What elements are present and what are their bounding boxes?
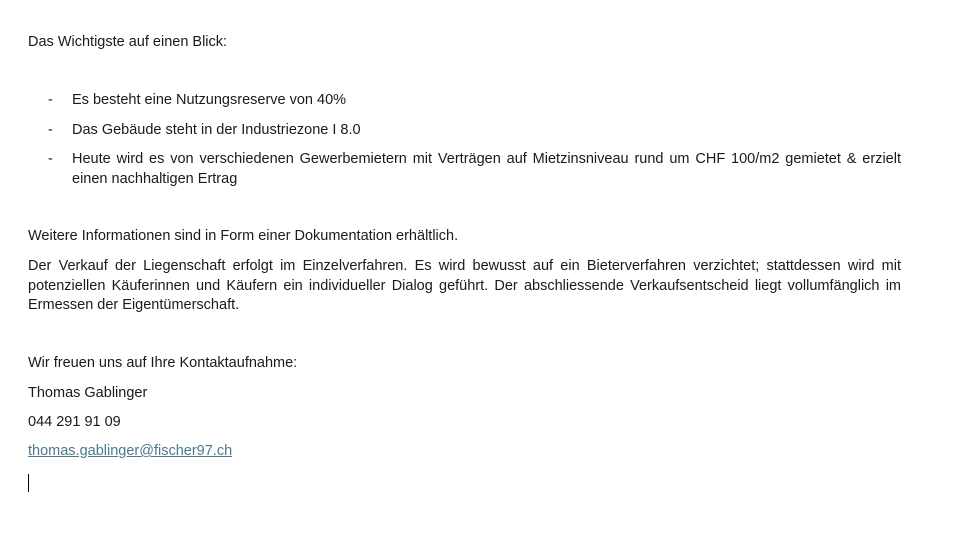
- text-cursor: [28, 474, 29, 492]
- sale-paragraph: Der Verkauf der Liegenschaft erfolgt im Einzelverfahren. Es wird bewusst auf ein Bieterverfahren verzichtet; stattdessen wird mit potenziellen Käuferinnen und Käufern ein individueller Dialog geführt. Der abschliessende Verkaufsentscheid liegt vollumfänglich im Ermessen der Eigentümerschaft.: [28, 258, 901, 313]
- contact-name: Thomas Gablinger: [28, 385, 148, 401]
- info-paragraph: Weitere Informationen sind in Form einer Dokumentation erhältlich.: [28, 228, 459, 244]
- contact-intro: Wir freuen uns auf Ihre Kontaktaufnahme:: [28, 355, 298, 371]
- list-item: [28, 121, 901, 141]
- bullet-dash: -: [48, 92, 53, 108]
- bullet-text: Heute wird es von verschiedenen Gewerbemietern mit Verträgen auf Mietzinsniveau rund um CHF 100/m2 gemietet & erzielt einen nachhaltigen Ertrag: [72, 151, 901, 187]
- bullet-text: Es besteht eine Nutzungsreserve von 40%: [72, 92, 347, 108]
- highlights-list: [28, 91, 901, 199]
- intro-heading: Das Wichtigste auf einen Blick:: [28, 34, 228, 50]
- bullet-dash: -: [48, 121, 53, 138]
- bullet-text: Das Gebäude steht in der Industriezone I 8.0: [72, 121, 361, 138]
- bullet-dash: -: [48, 151, 53, 167]
- list-item: [28, 91, 901, 111]
- contact-email-link[interactable]: thomas.gablinger@fischer97.ch: [28, 443, 233, 459]
- contact-phone: 044 291 91 09: [28, 414, 121, 430]
- list-item: [28, 150, 901, 189]
